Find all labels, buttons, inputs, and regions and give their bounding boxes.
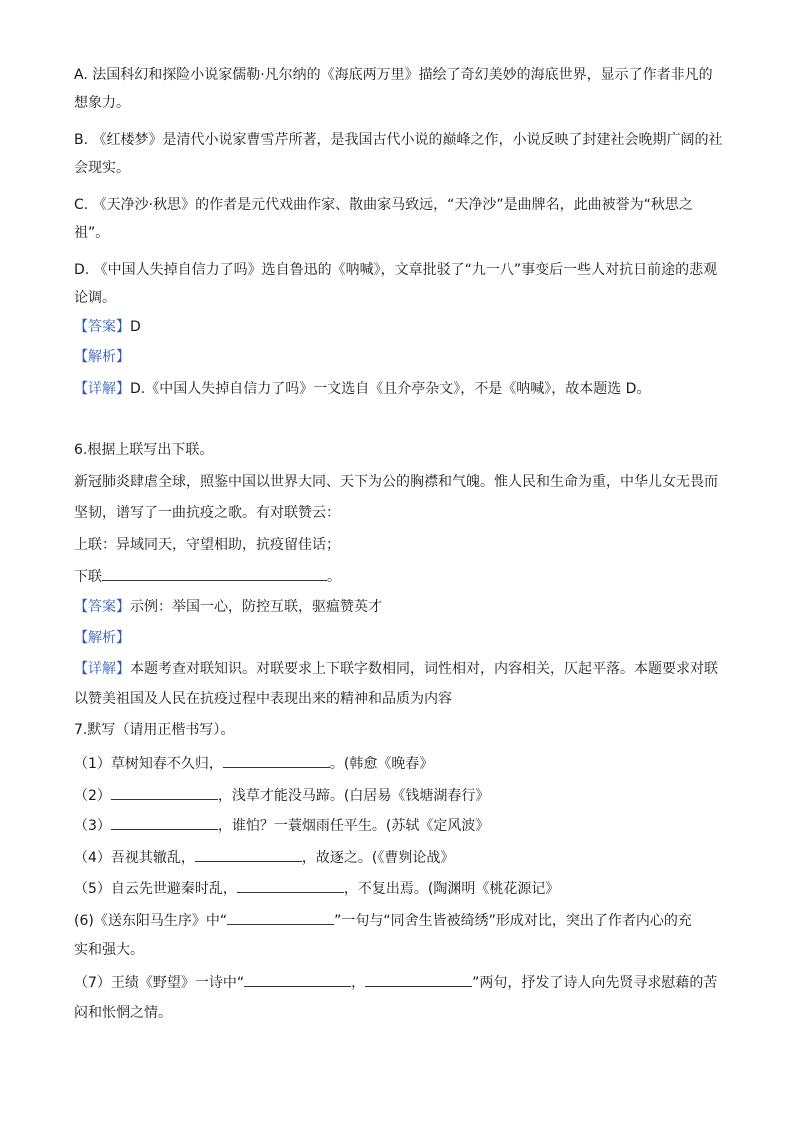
q6-context-line2: 坚韧，谱写了一曲抗疫之歌。有对联赞云：: [74, 505, 340, 521]
q6-context-line1: 新冠肺炎肆虐全球，照鉴中国以世界大同、天下为公的胸襟和气魄。惟人民和生命为重，中华儿女无畏而: [74, 474, 718, 490]
answer-text: D: [130, 319, 141, 335]
item-text: （7）王绩《野望》一诗中“: [74, 975, 245, 991]
detail-text: 本题考查对联知识。对联要求上下联字数相同，词性相对，内容相关，仄起平落。本题要求对联: [130, 661, 718, 677]
item-text: ，浅草才能没马蹄。(白居易《钱塘湖春行》: [217, 788, 490, 804]
lower-couplet-blank[interactable]: [102, 566, 327, 581]
item-text: （3）: [74, 818, 111, 834]
q7-title: 7.默写（请用正楷书写）。: [74, 722, 235, 738]
option-a-line1: A. 法国科幻和探险小说家儒勒·凡尔纳的《海底两万里》描绘了奇幻美妙的海底世界，显示了作者非凡的: [74, 67, 713, 83]
item-text: （4）吾视其辙乱，: [74, 850, 195, 866]
lower-end: 。: [327, 569, 341, 585]
fill-blank[interactable]: [365, 972, 472, 987]
item-text: （2）: [74, 788, 111, 804]
q6-upper-couplet: 上联：异域同天，守望相助，抗疫留佳话；: [74, 537, 340, 553]
q7-item-2: [74, 785, 489, 806]
item-text: （1）草树知春不久归，: [74, 756, 223, 772]
answer-tag: 【答案】: [74, 319, 130, 335]
lower-label: 下联: [74, 569, 102, 585]
q6-lower-couplet: [74, 566, 341, 587]
answer-tag: 【答案】: [74, 599, 130, 615]
q7-item-7: [74, 972, 717, 993]
option-b-line1: B. 《红楼梦》是清代小说家曹雪芹所著，是我国古代小说的巅峰之作，小说反映了封建社会晚期广阔的社: [74, 132, 723, 148]
fill-blank[interactable]: [223, 753, 330, 768]
q5-answer: [74, 317, 141, 337]
option-d-line2: 论调。: [74, 290, 116, 306]
item-text: ，谁怕？一蓑烟雨任平生。(苏轼《定风波》: [217, 818, 490, 834]
option-d-line1: D. 《中国人失掉自信力了吗》选自鲁迅的《呐喊》，文章批驳了“九一八”事变后一些人对抗日前途的悲观: [74, 262, 718, 278]
q7-item-4: [74, 847, 454, 868]
option-c-line1: C. 《天净沙·秋思》的作者是元代戏曲作家、散曲家马致远，“天净沙”是曲牌名，此曲被誉为“秋思之: [74, 197, 693, 213]
analysis-tag: 【解析】: [74, 349, 130, 365]
q7-item-3: [74, 815, 489, 836]
q6-title: 6.根据上联写出下联。: [74, 442, 214, 458]
item-text: ”两句，抒发了诗人向先贤寻求慰藉的苦: [472, 975, 718, 991]
item-text: ，故逐之。(《曹刿论战》: [301, 850, 455, 866]
answer-text: 示例：举国一心，防控互联，驱瘟赞英才: [130, 599, 382, 615]
fill-blank[interactable]: [237, 878, 344, 893]
item-text: (6)《送东阳马生序》中“: [74, 913, 228, 929]
q6-detail-line2: 以赞美祖国及人民在抗疫过程中表现出来的精神和品质为内容: [74, 691, 452, 707]
q6-analysis: [74, 628, 130, 648]
item-text: ，不复出焉。(陶渊明《桃花源记》: [343, 881, 560, 897]
fill-blank[interactable]: [195, 847, 302, 862]
fill-blank[interactable]: [227, 910, 334, 925]
item-text: ”一句与“同舍生皆被绮绣”形成对比，突出了作者内心的充: [334, 913, 692, 929]
q6-answer: [74, 597, 382, 617]
q5-analysis: [74, 347, 130, 367]
q5-detail: [74, 379, 650, 399]
item-text: 。(韩愈《晚春》: [329, 756, 434, 772]
fill-blank[interactable]: [111, 785, 218, 800]
q7-item-1: [74, 753, 433, 774]
option-c-line2: 祖”。: [74, 225, 110, 241]
detail-tag: 【详解】: [74, 381, 130, 397]
fill-blank[interactable]: [244, 972, 351, 987]
option-b-line2: 会现实。: [74, 160, 130, 176]
analysis-tag: 【解析】: [74, 630, 130, 646]
q6-detail-line1: [74, 659, 718, 679]
item-text: ，: [351, 975, 366, 991]
detail-text: D.《中国人失掉自信力了吗》一文选自《且介亭杂文》，不是《呐喊》，故本题选 D。: [130, 381, 651, 397]
detail-tag: 【详解】: [74, 661, 130, 677]
q7-item-5: [74, 878, 559, 899]
item-text: （5）自云先世避秦时乱，: [74, 881, 237, 897]
option-a-line2: 想象力。: [74, 95, 130, 111]
q7-item-6: [74, 910, 692, 931]
fill-blank[interactable]: [111, 815, 218, 830]
q7-item-6-line2: 实和强大。: [74, 942, 144, 958]
q7-item-7-line2: 闷和怅惘之情。: [74, 1005, 172, 1021]
